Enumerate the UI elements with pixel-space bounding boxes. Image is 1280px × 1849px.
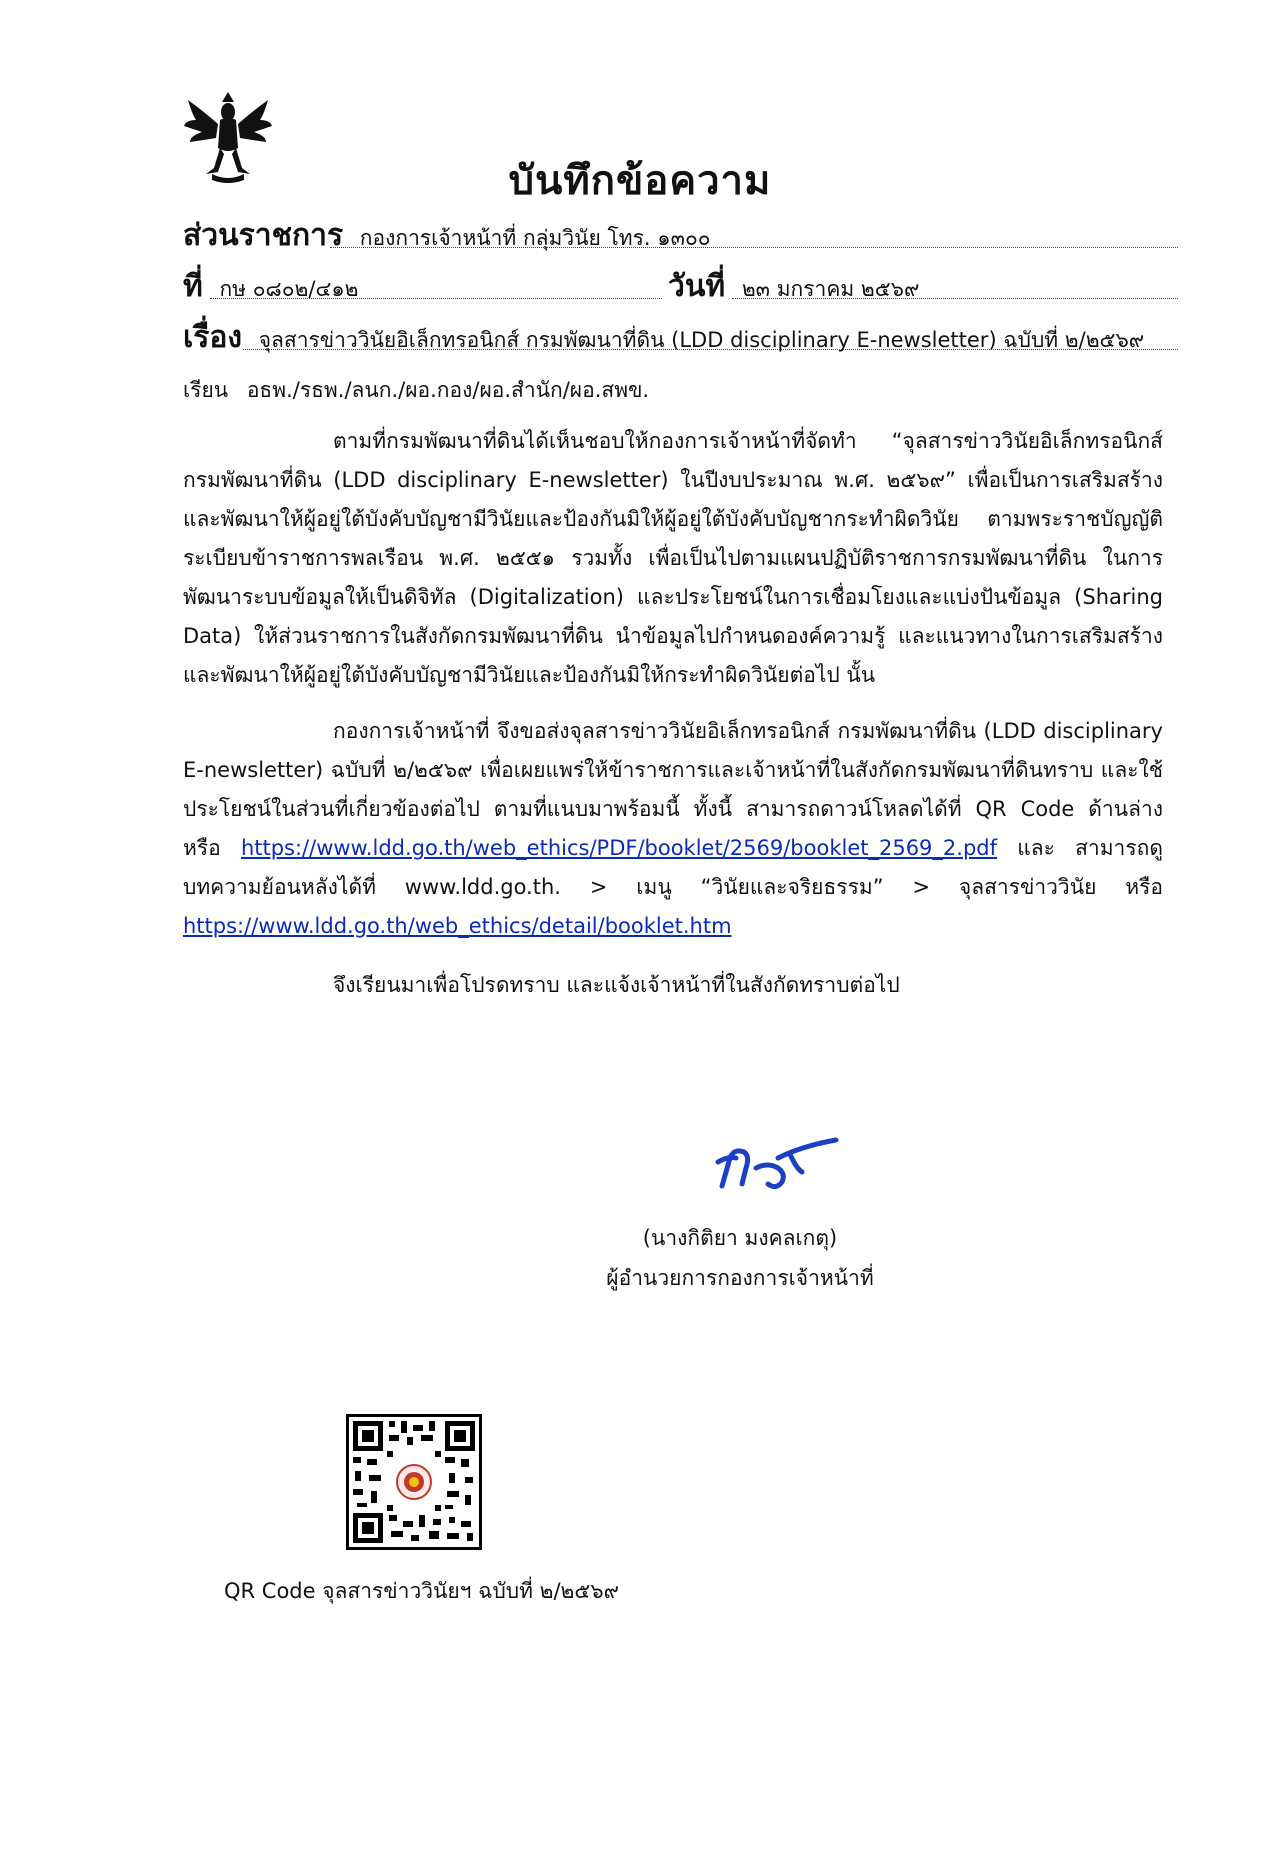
reference-row: [183, 263, 359, 310]
agency-value: กองการเจ้าหน้าที่ กลุ่มวินัย โทร. ๑๓๐๐: [359, 226, 711, 250]
subject-dotted-line: [243, 349, 1178, 350]
date-label: วันที่: [668, 269, 726, 304]
memo-title: บันทึกข้อความ: [508, 158, 772, 204]
pdf-download-link[interactable]: https://www.ldd.go.th/web_ethics/PDF/booklet/2569/booklet_2569_2.pdf: [240, 836, 998, 860]
paragraph-2-text-b: และ สามารถดูบทความย้อนหลังได้ที่ www.ldd.go.th. > เมนู “วินัยและจริยธรรม” > จุลสารข่าววินัย หรือ: [183, 836, 1163, 899]
handwritten-signature-icon: [712, 1128, 842, 1198]
body-paragraph-1: [183, 422, 1163, 695]
paragraph-1-text: ตามที่กรมพัฒนาที่ดินได้เห็นชอบให้กองการเจ้าหน้าที่จัดทำ “จุลสารข่าววินัยอิเล็กทรอนิกส์ กรมพัฒนาที่ดิน (LDD disciplinary E-newsletter) ในปีงบประมาณ พ.ศ. ๒๕๖๙” เพื่อเป็นการเสริมสร้างและพัฒนาให้ผู้อยู่ใต้บังคับบัญชามีวินัยและป้องกันมิให้ผู้อยู่ใต้บังคับบัญชากระทำผิดวินัย ตามพระราชบัญญัติระเบียบข้าราชการพลเรือน พ.ศ. ๒๕๕๑ รวมทั้ง เพื่อเป็นไปตามแผนปฏิบัติราชการกรมพัฒนาที่ดิน ในการพัฒนาระบบข้อมูลให้เป็นดิจิทัล (Digitalization) และประโยชน์ในการเชื่อมโยงและแบ่งปันข้อมูล (Sharing Data) ให้ส่วนราชการในสังกัดกรมพัฒนาที่ดิน นำข้อมูลไปกำหนดองค์ความรู้ และแนวทางในการเสริมสร้างและพัฒนาให้ผู้อยู่ใต้บังคับบัญชามีวินัยและป้องกันมิให้กระทำผิดวินัยต่อไป นั้น: [183, 429, 1163, 687]
date-dotted-line: [732, 298, 1178, 299]
date-row: [668, 263, 919, 310]
date-value: ๒๓ มกราคม ๒๕๖๙: [741, 277, 920, 301]
reference-dotted-line: [210, 298, 662, 299]
paragraph-2-text-a: กองการเจ้าหน้าที่ จึงขอส่งจุลสารข่าววินัยอิเล็กทรอนิกส์ กรมพัฒนาที่ดิน (LDD disciplinary E-newsletter) ฉบับที่ ๒/๒๕๖๙ เพื่อเผยแพร่ให้ข้าราชการและเจ้าหน้าที่ในสังกัดกรมพัฒนาที่ดินทราบ และใช้ประโยชน์ในส่วนที่เกี่ยวข้องต่อไป ตามที่แนบมาพร้อมนี้ ทั้งนี้ สามารถดาวน์โหลดได้ที่ QR Code ด้านล่าง หรือ: [183, 719, 1163, 860]
signer-name: (นางกิติยา มงคลเกตุ): [642, 1226, 838, 1250]
agency-dotted-line: [330, 247, 1178, 248]
subject-label: เรื่อง: [183, 320, 243, 355]
salutation-recipients: อธพ./รธพ./ลนก./ผอ.กอง/ผอ.สำนัก/ผอ.สพข.: [246, 378, 650, 402]
subject-value: จุลสารข่าววินัยอิเล็กทรอนิกส์ กรมพัฒนาที่ดิน (LDD disciplinary E-newsletter) ฉบับที่ ๒/๒๕๖๙: [258, 328, 1145, 352]
salutation: [183, 374, 649, 407]
salutation-label: เรียน: [183, 378, 229, 402]
body-paragraph-2: [183, 712, 1163, 946]
closing-text: จึงเรียนมาเพื่อโปรดทราบ และแจ้งเจ้าหน้าที่ในสังกัดทราบต่อไป: [333, 973, 900, 997]
agency-row: [183, 212, 711, 259]
signer-position: ผู้อำนวยการกองการเจ้าหน้าที่: [606, 1266, 874, 1290]
agency-label: ส่วนราชการ: [183, 218, 344, 253]
reference-value: กษ ๐๘๐๒/๔๑๒: [219, 277, 359, 301]
booklet-archive-link[interactable]: https://www.ldd.go.th/web_ethics/detail/booklet.htm: [183, 914, 732, 938]
subject-row: [183, 314, 1144, 361]
qr-caption: QR Code จุลสารข่าววินัยฯ ฉบับที่ ๒/๒๕๖๙: [224, 1579, 620, 1603]
qr-code-icon[interactable]: [346, 1414, 482, 1550]
closing-paragraph: [183, 966, 1163, 1005]
reference-label: ที่: [183, 269, 203, 304]
